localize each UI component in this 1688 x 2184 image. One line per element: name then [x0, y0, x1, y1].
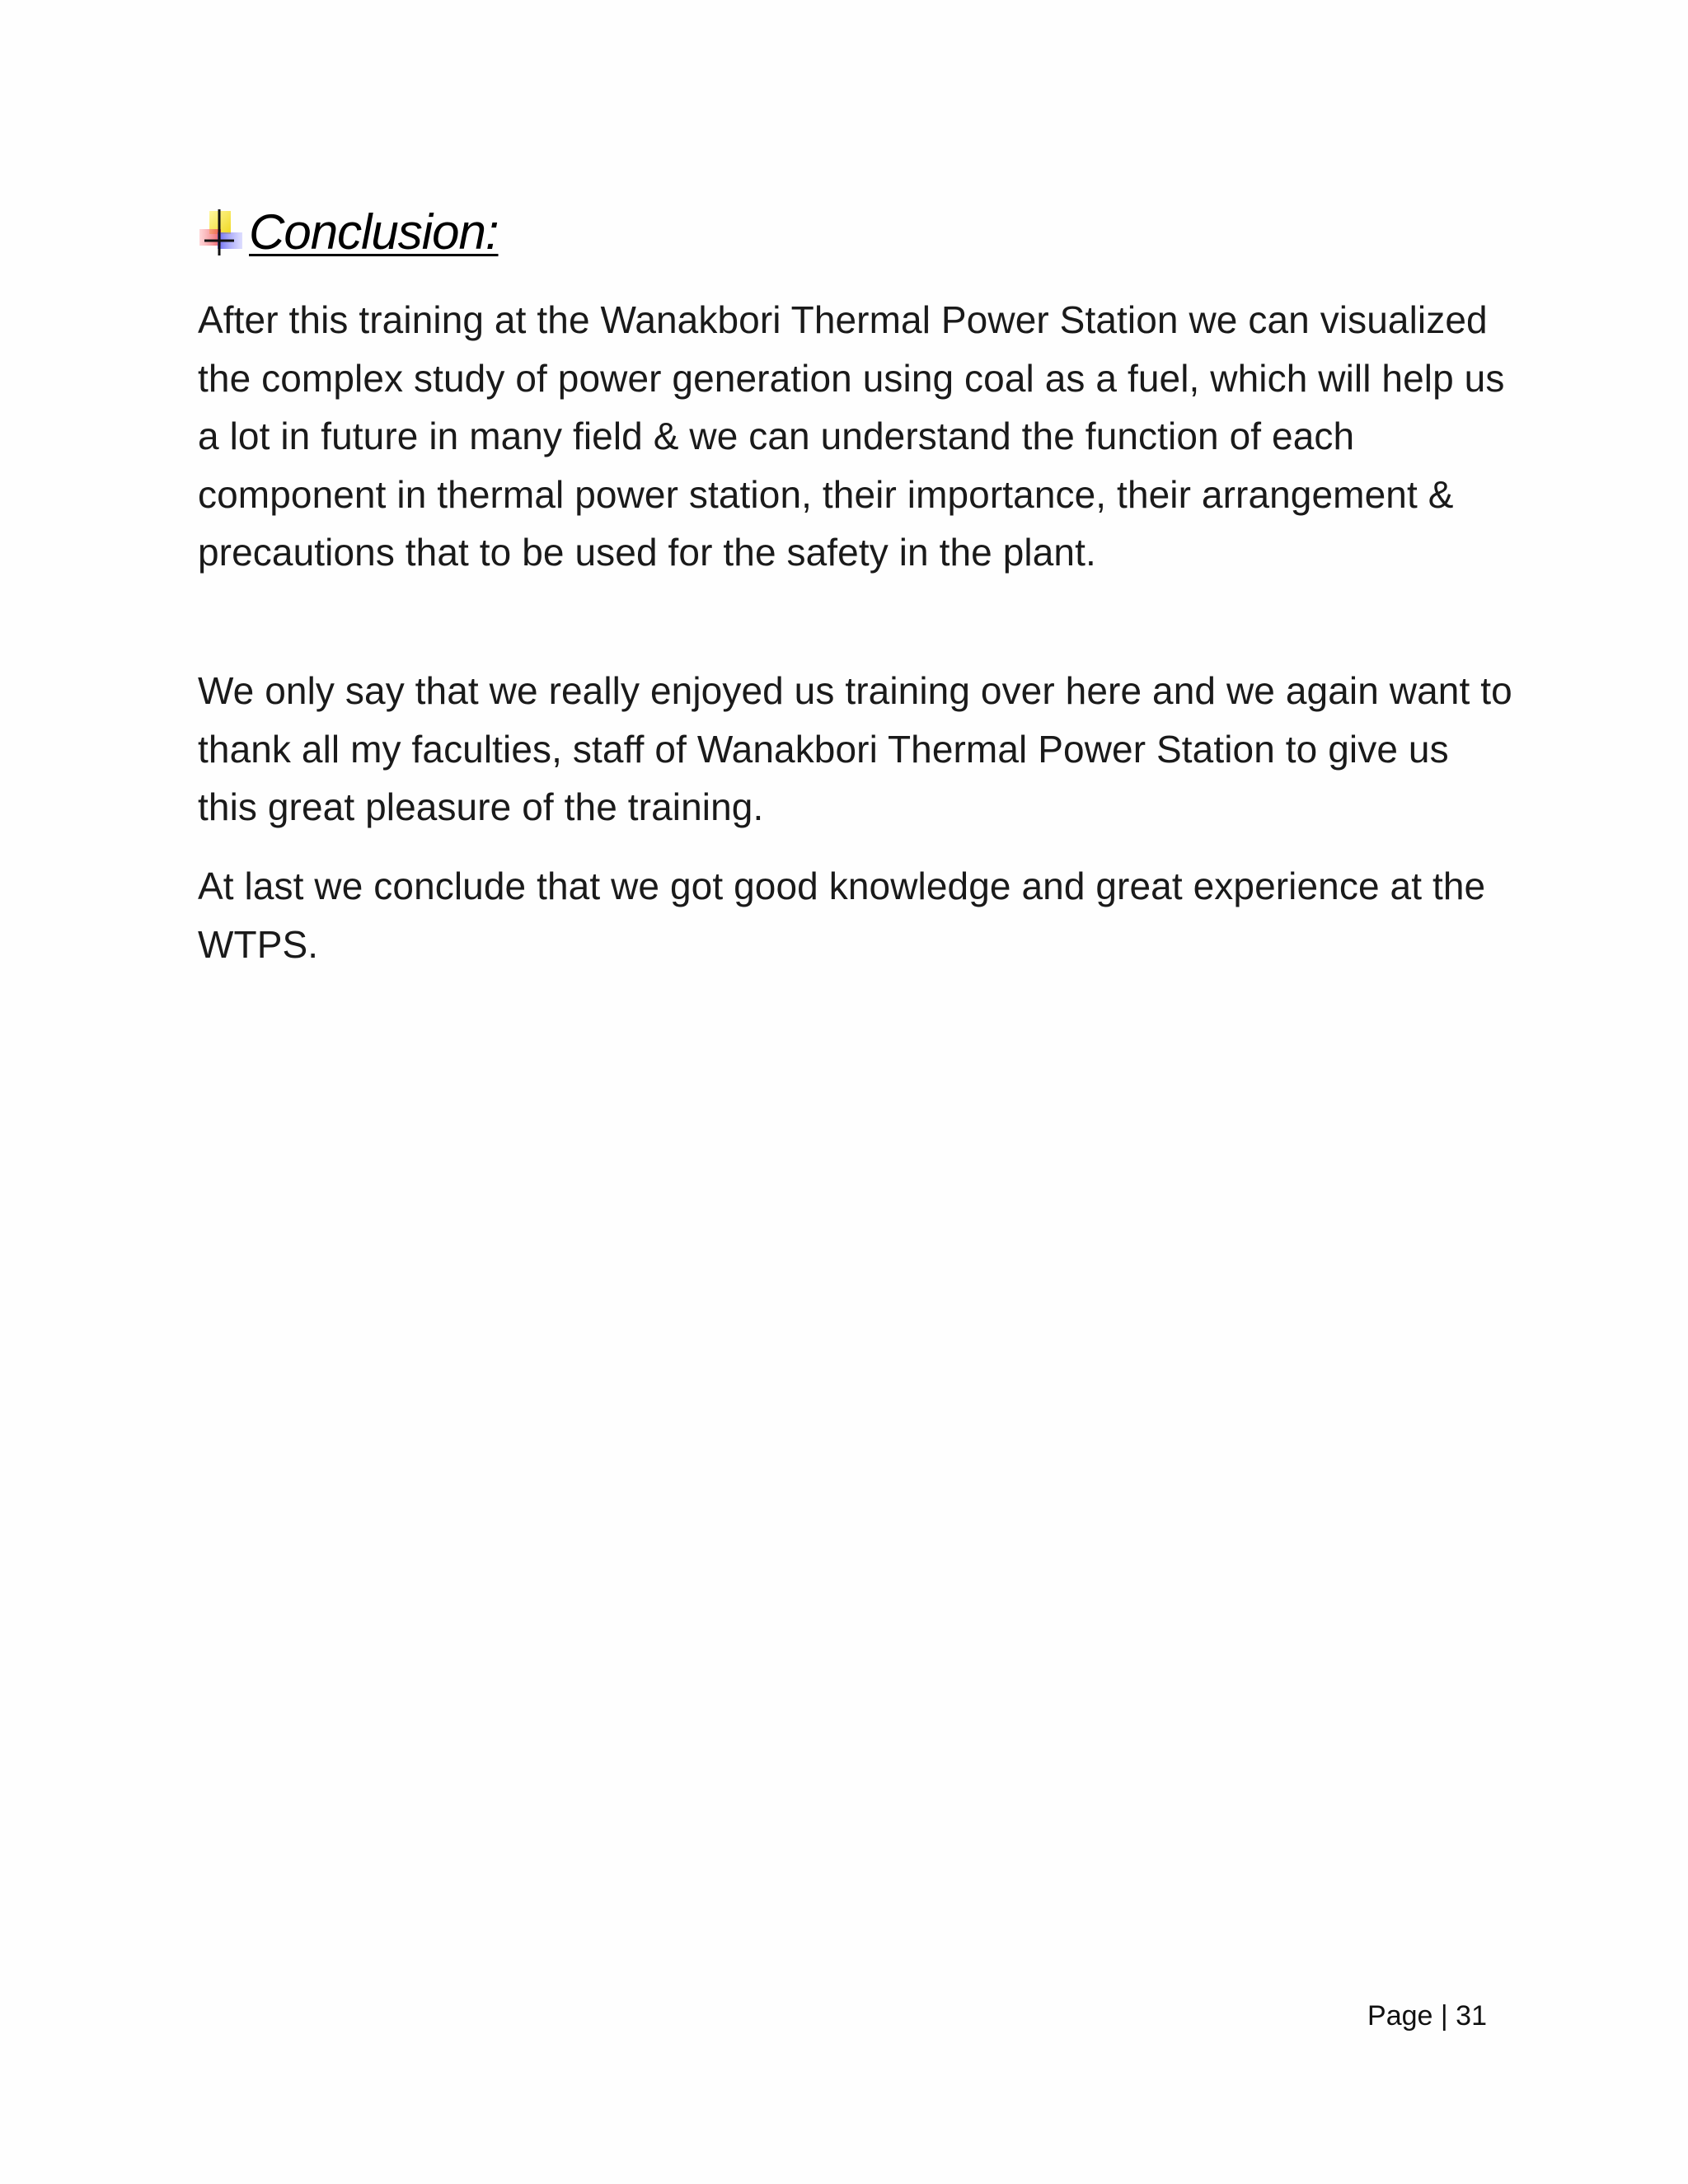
paragraph-2: We only say that we really enjoyed us training over here and we again want to thank all my faculties, staff of Wanakbori Thermal Power Station to give us this great pleasure of the training. — [198, 669, 1512, 828]
page-title: Conclusion: — [249, 204, 499, 260]
paragraph-1: After this training at the Wanakbori Thermal Power Station we can visualized the complex study of power generation using coal as a fuel, which will help us a lot in future in many field & we can understand the function of each component in thermal power station, their importance, their arrangement & precautions that to be used for the safety in the plant. — [198, 298, 1505, 574]
paragraph-3: At last we conclude that we got good knowledge and great experience at the WTPS. — [198, 865, 1486, 966]
section-heading-row — [198, 198, 499, 264]
colored-square-bullet-icon — [198, 208, 247, 257]
page-number-footer: Page | 31 — [1367, 2000, 1487, 2032]
